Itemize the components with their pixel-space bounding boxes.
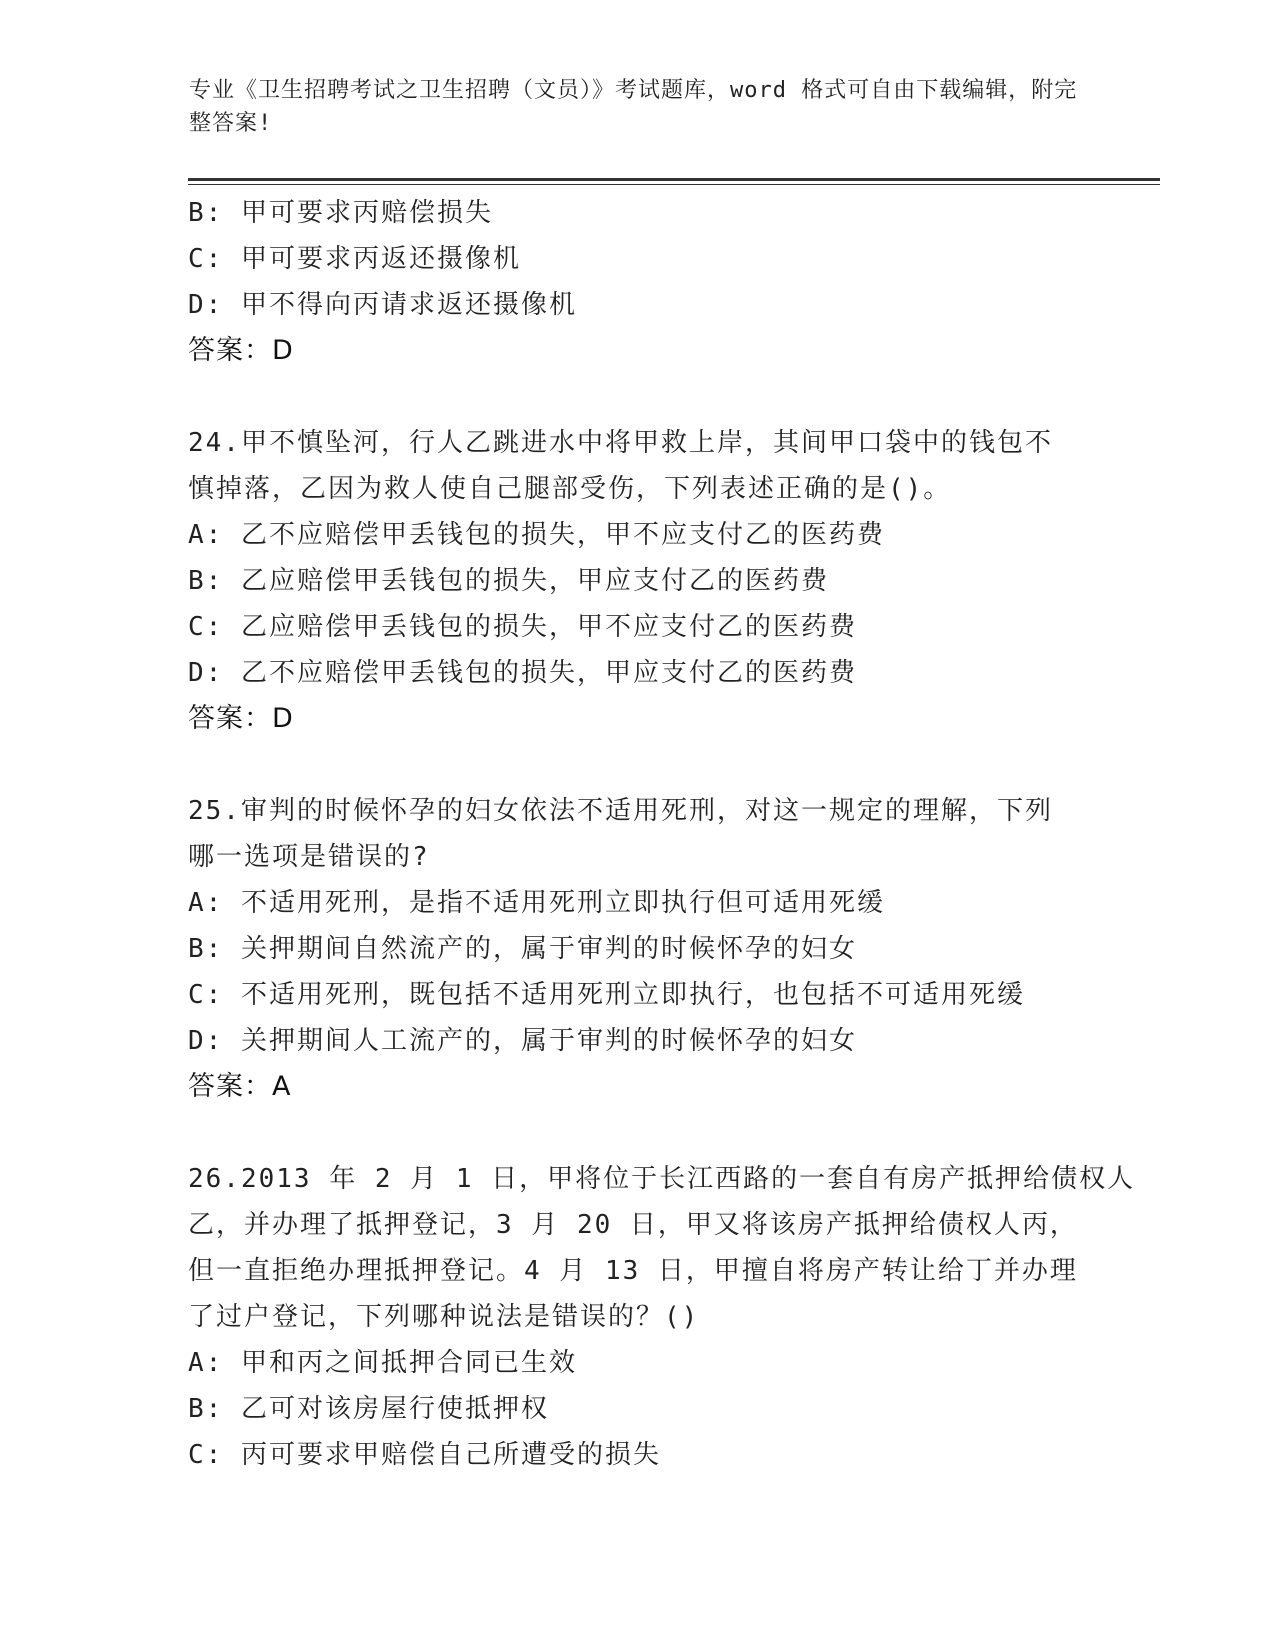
answer-line: 答案：D xyxy=(188,703,294,734)
option-line: C: 丙可要求甲赔偿自己所遭受的损失 xyxy=(188,1440,661,1470)
question-stem-line: 慎掉落，乙因为救人使自己腿部受伤，下列表述正确的是()。 xyxy=(188,474,952,504)
option-line: D: 关押期间人工流产的，属于审判的时候怀孕的妇女 xyxy=(188,1026,857,1056)
option-line: B: 乙可对该房屋行使抵押权 xyxy=(188,1394,549,1424)
spacer xyxy=(188,1110,1128,1156)
answer-line: 答案：D xyxy=(188,335,294,366)
question-stem-line: 25.审判的时候怀孕的妇女依法不适用死刑，对这一规定的理解，下列 xyxy=(188,796,1053,826)
option-line: B: 关押期间自然流产的，属于审判的时候怀孕的妇女 xyxy=(188,934,857,964)
option-line: D: 甲不得向丙请求返还摄像机 xyxy=(188,290,577,320)
header-divider-thick xyxy=(188,178,1160,181)
answer-line: 答案：A xyxy=(188,1071,292,1102)
question-24 xyxy=(188,420,1128,742)
question-stem-line: 哪一选项是错误的? xyxy=(188,842,430,872)
option-line: A: 不适用死刑，是指不适用死刑立即执行但可适用死缓 xyxy=(188,888,885,918)
question-stem-line: 但一直拒绝办理抵押登记。4 月 13 日，甲擅自将房产转让给丁并办理 xyxy=(188,1256,1078,1286)
document-body xyxy=(188,190,1136,1478)
option-line: D: 乙不应赔偿甲丢钱包的损失，甲应支付乙的医药费 xyxy=(188,658,857,688)
question-25 xyxy=(188,788,1128,1110)
option-line: A: 乙不应赔偿甲丢钱包的损失，甲不应支付乙的医药费 xyxy=(188,520,885,550)
header-divider-thin xyxy=(188,184,1160,185)
question-stem-line: 了过户登记，下列哪种说法是错误的？() xyxy=(188,1302,700,1332)
question-23-tail xyxy=(188,190,1128,374)
document-header: 专业《卫生招聘考试之卫生招聘（文员）》考试题库，word 格式可自由下载编辑，附完整答案! xyxy=(189,78,1078,136)
question-stem-line: 乙，并办理了抵押登记，3 月 20 日，甲又将该房产抵押给债权人丙， xyxy=(188,1210,1078,1240)
option-line: C: 甲可要求丙返还摄像机 xyxy=(188,244,521,274)
spacer xyxy=(188,374,1128,420)
option-line: C: 不适用死刑，既包括不适用死刑立即执行，也包括不可适用死缓 xyxy=(188,980,1025,1010)
option-line: B: 乙应赔偿甲丢钱包的损失，甲应支付乙的医药费 xyxy=(188,566,829,596)
question-stem-line: 24.甲不慎坠河，行人乙跳进水中将甲救上岸，其间甲口袋中的钱包不 xyxy=(188,428,1053,458)
option-line: A: 甲和丙之间抵押合同已生效 xyxy=(188,1348,577,1378)
option-line: C: 乙应赔偿甲丢钱包的损失，甲不应支付乙的医药费 xyxy=(188,612,857,642)
question-26 xyxy=(188,1156,1136,1478)
option-line: B: 甲可要求丙赔偿损失 xyxy=(188,198,493,228)
question-stem-line: 26.2013 年 2 月 1 日，甲将位于长江西路的一套自有房产抵押给债权人 xyxy=(188,1164,1136,1194)
spacer xyxy=(188,742,1128,788)
